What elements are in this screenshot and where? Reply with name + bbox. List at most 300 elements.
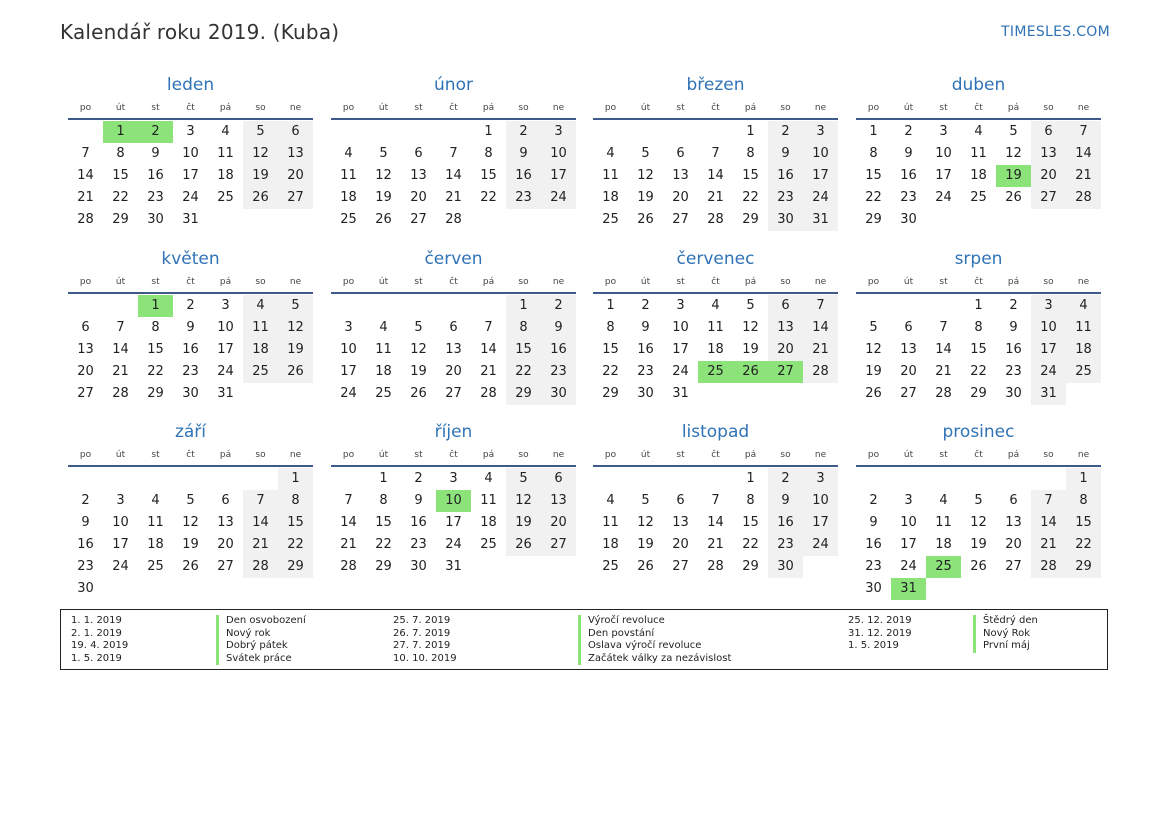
day-cell: 7: [116, 320, 125, 335]
day-cell: 31: [217, 386, 234, 401]
weekday-label: st: [939, 450, 948, 460]
day-cell: 9: [541, 317, 576, 339]
legend-holiday-name: Dobrý pátek: [216, 640, 288, 653]
empty-cell: [366, 121, 401, 143]
weekday-header: [856, 445, 1101, 467]
day-cell: 22: [278, 534, 313, 556]
day-cell: 10: [541, 143, 576, 165]
weekday-label: so: [255, 277, 266, 287]
empty-cell: [366, 295, 401, 317]
day-cell: 17: [672, 342, 689, 357]
day-cell: 15: [375, 515, 392, 530]
day-cell: 10: [182, 146, 199, 161]
day-cell: 5: [746, 298, 755, 313]
day-cell: 13: [672, 515, 689, 530]
day-cell: 24: [182, 190, 199, 205]
day-cell: 20: [278, 165, 313, 187]
weekday-label: st: [939, 277, 948, 287]
weekday-header: [593, 272, 838, 294]
weekday-label: ne: [552, 103, 565, 113]
weekday-label: út: [640, 450, 651, 460]
day-cell: 23: [900, 190, 917, 205]
day-cell: 2: [768, 121, 803, 143]
day-cell: 28: [707, 212, 724, 227]
legend-holiday-name: Nový Rok: [973, 628, 1030, 641]
day-cell: 17: [182, 168, 199, 183]
day-cell: 24: [803, 534, 838, 556]
empty-cell: [593, 121, 628, 143]
day-cell: 19: [742, 342, 759, 357]
month-červen: [331, 246, 576, 405]
day-cell: 10: [112, 515, 129, 530]
day-cell: 14: [935, 342, 952, 357]
day-cell: 24: [217, 364, 234, 379]
day-cell: 24: [1031, 361, 1066, 383]
day-cell: 4: [344, 146, 353, 161]
day-cell: 23: [637, 364, 654, 379]
day-cell: 17: [935, 168, 952, 183]
day-cell: 8: [746, 493, 755, 508]
day-cell: 15: [147, 342, 164, 357]
day-cell: 10: [1031, 317, 1066, 339]
day-cell: 22: [970, 364, 987, 379]
legend-date: 19. 4. 2019: [71, 640, 129, 651]
day-cell: 29: [1066, 556, 1101, 578]
weekday-header: [68, 98, 313, 120]
day-cell: 3: [803, 468, 838, 490]
weekday-header: [593, 445, 838, 467]
day-cell: 6: [541, 468, 576, 490]
month-září: [68, 419, 313, 600]
weekday-label: po: [867, 450, 880, 460]
weekday-label: pá: [1007, 103, 1020, 113]
day-cell: 9: [414, 493, 423, 508]
day-cell: 5: [641, 146, 650, 161]
weekday-label: pá: [219, 277, 232, 287]
weekday-label: pá: [1007, 277, 1020, 287]
weekday-label: st: [676, 450, 685, 460]
day-cell: 13: [410, 168, 427, 183]
day-cell: 12: [182, 515, 199, 530]
weekday-label: ne: [552, 450, 565, 460]
day-cell: 9: [641, 320, 650, 335]
empty-cell: [331, 468, 366, 490]
days-grid: [593, 120, 838, 231]
day-cell: 20: [900, 364, 917, 379]
weekday-label: čt: [974, 103, 983, 113]
day-cell: 11: [970, 146, 987, 161]
holiday-day-cell: 31: [891, 578, 926, 600]
day-cell: 7: [711, 493, 720, 508]
day-cell: 21: [1031, 534, 1066, 556]
day-cell: 15: [970, 342, 987, 357]
weekday-label: po: [342, 277, 355, 287]
day-cell: 17: [541, 165, 576, 187]
day-cell: 19: [278, 339, 313, 361]
weekday-label: po: [867, 277, 880, 287]
weekday-label: st: [151, 450, 160, 460]
empty-cell: [68, 121, 103, 143]
day-cell: 18: [375, 364, 392, 379]
day-cell: 20: [1005, 537, 1022, 552]
day-cell: 22: [480, 190, 497, 205]
day-cell: 16: [77, 537, 94, 552]
weekday-label: po: [604, 450, 617, 460]
day-cell: 18: [602, 537, 619, 552]
day-cell: 19: [243, 165, 278, 187]
days-grid: [593, 294, 838, 405]
day-cell: 6: [1031, 121, 1066, 143]
day-cell: 1: [1066, 468, 1101, 490]
day-cell: 5: [1009, 124, 1018, 139]
empty-cell: [1031, 468, 1066, 490]
weekday-label: st: [414, 103, 423, 113]
day-cell: 2: [904, 124, 913, 139]
legend-column-3: [61, 615, 1107, 653]
day-cell: 16: [1005, 342, 1022, 357]
day-cell: 21: [340, 537, 357, 552]
day-cell: 14: [1031, 512, 1066, 534]
day-cell: 11: [1066, 317, 1101, 339]
day-cell: 10: [217, 320, 234, 335]
day-cell: 15: [480, 168, 497, 183]
weekday-label: so: [518, 277, 529, 287]
day-cell: 17: [803, 512, 838, 534]
day-cell: 20: [541, 512, 576, 534]
day-cell: 29: [375, 559, 392, 574]
days-grid: [856, 467, 1101, 600]
day-cell: 16: [637, 342, 654, 357]
empty-cell: [471, 295, 506, 317]
day-cell: 9: [768, 143, 803, 165]
legend-holiday-name: Výročí revoluce: [578, 615, 665, 628]
day-cell: 3: [1031, 295, 1066, 317]
day-cell: 13: [77, 342, 94, 357]
day-cell: 16: [865, 537, 882, 552]
legend-date: 2. 1. 2019: [71, 627, 122, 639]
empty-cell: [961, 468, 996, 490]
empty-cell: [103, 295, 138, 317]
day-cell: 31: [445, 559, 462, 574]
day-cell: 27: [900, 386, 917, 401]
day-cell: 12: [637, 515, 654, 530]
day-cell: 28: [1031, 556, 1066, 578]
weekday-header: [68, 272, 313, 294]
day-cell: 20: [768, 339, 803, 361]
days-grid: [331, 294, 576, 405]
day-cell: 11: [480, 493, 497, 508]
day-cell: 26: [1005, 190, 1022, 205]
day-cell: 27: [1005, 559, 1022, 574]
day-cell: 12: [506, 490, 541, 512]
weekday-label: st: [939, 103, 948, 113]
weekday-label: pá: [744, 277, 757, 287]
empty-cell: [663, 121, 698, 143]
day-cell: 11: [935, 515, 952, 530]
day-cell: 26: [637, 559, 654, 574]
legend-holiday-name: Oslava výročí revoluce: [578, 640, 701, 653]
day-cell: 29: [506, 383, 541, 405]
weekday-label: pá: [219, 103, 232, 113]
weekday-label: ne: [552, 277, 565, 287]
day-cell: 14: [1066, 143, 1101, 165]
day-cell: 2: [768, 468, 803, 490]
empty-cell: [68, 468, 103, 490]
day-cell: 12: [637, 168, 654, 183]
empty-cell: [436, 295, 471, 317]
weekday-label: pá: [744, 450, 757, 460]
day-cell: 3: [186, 124, 195, 139]
day-cell: 6: [676, 493, 685, 508]
day-cell: 18: [147, 537, 164, 552]
day-cell: 30: [768, 209, 803, 231]
month-name: červenec: [676, 249, 755, 269]
legend-date: 27. 7. 2019: [393, 640, 451, 651]
legend-holiday-name: První máj: [973, 640, 1030, 653]
weekday-label: út: [115, 103, 126, 113]
holiday-day-cell: 25: [926, 556, 961, 578]
day-cell: 3: [449, 471, 458, 486]
day-cell: 28: [803, 361, 838, 383]
weekday-label: ne: [1077, 103, 1090, 113]
day-cell: 11: [602, 515, 619, 530]
day-cell: 25: [147, 559, 164, 574]
day-cell: 3: [904, 493, 913, 508]
brand-link[interactable]: TIMESLES.COM: [1001, 24, 1110, 40]
weekday-label: po: [342, 103, 355, 113]
day-cell: 23: [768, 187, 803, 209]
weekday-header: [331, 272, 576, 294]
day-cell: 24: [803, 187, 838, 209]
empty-cell: [856, 468, 891, 490]
empty-cell: [243, 468, 278, 490]
day-cell: 16: [768, 512, 803, 534]
day-cell: 4: [221, 124, 230, 139]
page-title: Kalendář roku 2019. (Kuba): [60, 20, 340, 44]
day-cell: 30: [900, 212, 917, 227]
day-cell: 22: [865, 190, 882, 205]
day-cell: 13: [1031, 143, 1066, 165]
days-grid: [68, 294, 313, 405]
day-cell: 25: [375, 386, 392, 401]
day-cell: 31: [182, 212, 199, 227]
empty-cell: [698, 468, 733, 490]
day-cell: 7: [484, 320, 493, 335]
day-cell: 14: [480, 342, 497, 357]
day-cell: 30: [77, 581, 94, 596]
weekday-label: so: [518, 103, 529, 113]
weekday-label: so: [780, 450, 791, 460]
day-cell: 1: [606, 298, 615, 313]
day-cell: 2: [641, 298, 650, 313]
day-cell: 12: [278, 317, 313, 339]
empty-cell: [856, 295, 891, 317]
day-cell: 20: [410, 190, 427, 205]
day-cell: 6: [676, 146, 685, 161]
weekday-header: [331, 98, 576, 120]
day-cell: 24: [672, 364, 689, 379]
day-cell: 1: [746, 471, 755, 486]
holiday-day-cell: 1: [103, 121, 138, 143]
day-cell: 26: [865, 386, 882, 401]
day-cell: 2: [414, 471, 423, 486]
legend-holiday-name: Den povstání: [578, 628, 654, 641]
day-cell: 30: [147, 212, 164, 227]
legend-date: 25. 7. 2019: [393, 615, 451, 626]
weekday-label: čt: [711, 277, 720, 287]
empty-cell: [331, 295, 366, 317]
day-cell: 7: [243, 490, 278, 512]
day-cell: 24: [935, 190, 952, 205]
weekday-label: pá: [744, 103, 757, 113]
day-cell: 31: [1031, 383, 1066, 405]
legend-date: 25. 12. 2019: [848, 615, 912, 626]
weekday-label: pá: [219, 450, 232, 460]
day-cell: 17: [112, 537, 129, 552]
day-cell: 4: [379, 320, 388, 335]
day-cell: 6: [768, 295, 803, 317]
day-cell: 7: [1066, 121, 1101, 143]
day-cell: 18: [935, 537, 952, 552]
day-cell: 1: [379, 471, 388, 486]
empty-cell: [698, 121, 733, 143]
empty-cell: [926, 295, 961, 317]
day-cell: 16: [768, 165, 803, 187]
holiday-day-cell: 26: [733, 361, 768, 383]
day-cell: 17: [217, 342, 234, 357]
weekday-label: čt: [974, 450, 983, 460]
empty-cell: [103, 468, 138, 490]
day-cell: 29: [147, 386, 164, 401]
day-cell: 22: [1066, 534, 1101, 556]
day-cell: 16: [147, 168, 164, 183]
weekday-label: ne: [814, 277, 827, 287]
day-cell: 6: [449, 320, 458, 335]
day-cell: 23: [182, 364, 199, 379]
days-grid: [593, 467, 838, 578]
day-cell: 19: [637, 537, 654, 552]
day-cell: 9: [81, 515, 90, 530]
day-cell: 5: [414, 320, 423, 335]
day-cell: 19: [375, 190, 392, 205]
day-cell: 12: [243, 143, 278, 165]
weekday-label: so: [780, 103, 791, 113]
empty-cell: [401, 295, 436, 317]
day-cell: 11: [243, 317, 278, 339]
empty-cell: [663, 468, 698, 490]
day-cell: 15: [1066, 512, 1101, 534]
day-cell: 30: [541, 383, 576, 405]
day-cell: 8: [151, 320, 160, 335]
day-cell: 26: [243, 187, 278, 209]
month-leden: [68, 72, 313, 231]
day-cell: 4: [606, 146, 615, 161]
day-cell: 16: [541, 339, 576, 361]
day-cell: 24: [340, 386, 357, 401]
weekday-label: čt: [449, 277, 458, 287]
day-cell: 10: [803, 143, 838, 165]
day-cell: 12: [865, 342, 882, 357]
day-cell: 23: [147, 190, 164, 205]
weekday-label: so: [518, 450, 529, 460]
weekday-label: čt: [974, 277, 983, 287]
day-cell: 17: [340, 364, 357, 379]
weekday-label: út: [115, 450, 126, 460]
day-cell: 30: [182, 386, 199, 401]
empty-cell: [173, 468, 208, 490]
day-cell: 9: [768, 490, 803, 512]
day-cell: 28: [1066, 187, 1101, 209]
day-cell: 6: [904, 320, 913, 335]
day-cell: 4: [151, 493, 160, 508]
day-cell: 29: [278, 556, 313, 578]
day-cell: 13: [1005, 515, 1022, 530]
day-cell: 7: [803, 295, 838, 317]
day-cell: 27: [278, 187, 313, 209]
weekday-label: ne: [814, 450, 827, 460]
day-cell: 20: [1031, 165, 1066, 187]
day-cell: 12: [1005, 146, 1022, 161]
day-cell: 23: [768, 534, 803, 556]
day-cell: 13: [900, 342, 917, 357]
weekday-label: st: [151, 277, 160, 287]
day-cell: 18: [217, 168, 234, 183]
day-cell: 27: [1031, 187, 1066, 209]
day-cell: 13: [278, 143, 313, 165]
day-cell: 10: [340, 342, 357, 357]
day-cell: 13: [445, 342, 462, 357]
day-cell: 24: [445, 537, 462, 552]
empty-cell: [593, 468, 628, 490]
legend-holiday-name: Den osvobození: [216, 615, 306, 628]
day-cell: 28: [77, 212, 94, 227]
day-cell: 29: [112, 212, 129, 227]
weekday-label: po: [604, 103, 617, 113]
day-cell: 28: [480, 386, 497, 401]
weekday-label: st: [414, 277, 423, 287]
day-cell: 8: [746, 146, 755, 161]
day-cell: 9: [506, 143, 541, 165]
weekday-header: [593, 98, 838, 120]
day-cell: 10: [935, 146, 952, 161]
legend-holiday-name: Nový rok: [216, 628, 270, 641]
day-cell: 1: [484, 124, 493, 139]
legend-date: 31. 12. 2019: [848, 627, 912, 639]
holiday-day-cell: 2: [138, 121, 173, 143]
day-cell: 26: [375, 212, 392, 227]
day-cell: 24: [541, 187, 576, 209]
day-cell: 9: [904, 146, 913, 161]
legend-date: 1. 5. 2019: [848, 640, 899, 651]
day-cell: 7: [344, 493, 353, 508]
day-cell: 18: [602, 190, 619, 205]
day-cell: 12: [970, 515, 987, 530]
day-cell: 29: [970, 386, 987, 401]
month-květen: [68, 246, 313, 405]
day-cell: 12: [375, 168, 392, 183]
day-cell: 6: [1009, 493, 1018, 508]
month-name: prosinec: [942, 422, 1015, 442]
weekday-label: út: [115, 277, 126, 287]
day-cell: 3: [221, 298, 230, 313]
month-únor: [331, 72, 576, 231]
day-cell: 5: [379, 146, 388, 161]
day-cell: 9: [869, 515, 878, 530]
day-cell: 14: [112, 342, 129, 357]
day-cell: 25: [480, 537, 497, 552]
month-prosinec: [856, 419, 1101, 600]
weekday-label: ne: [289, 450, 302, 460]
